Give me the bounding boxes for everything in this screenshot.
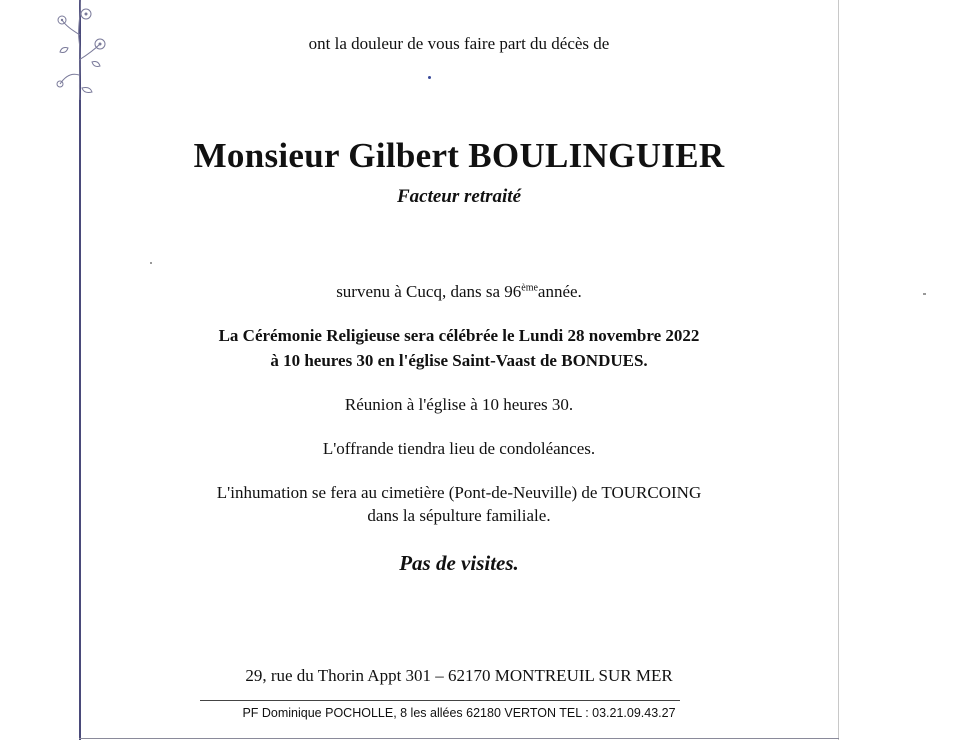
- deceased-profession: Facteur retraité: [396, 186, 522, 207]
- scan-speck: [923, 293, 926, 295]
- death-prefix: survenu à Cucq, dans sa 96: [336, 282, 522, 301]
- ceremony-line-1: La Cérémonie Religieuse sera célébrée le Lundi 28 novembre 2022: [218, 326, 700, 345]
- reunion-text: Réunion à l'église à 10 heures 30.: [344, 395, 574, 414]
- offering-text: L'offrande tiendra lieu de condoléances.: [322, 439, 596, 458]
- ordinal-suffix: ème: [521, 282, 538, 294]
- speck: [428, 76, 431, 79]
- scan-speck: [150, 262, 152, 264]
- no-visits-text: Pas de visites.: [399, 551, 519, 575]
- frame-bottom-border: [79, 738, 839, 739]
- deceased-name: Monsieur Gilbert BOULINGUIER: [193, 136, 725, 175]
- family-address: 29, rue du Thorin Appt 301 – 62170 MONTREUIL SUR MER: [245, 666, 673, 685]
- burial-line-1: L'inhumation se fera au cimetière (Pont-de-Neuville) de TOURCOING: [216, 483, 702, 502]
- funeral-home-info: PF Dominique POCHOLLE, 8 les allées 62180 VERTON TEL : 03.21.09.43.27: [242, 706, 676, 720]
- death-statement: [80, 282, 838, 302]
- divider: [200, 700, 680, 701]
- burial-line-2: dans la sépulture familiale.: [367, 506, 551, 525]
- frame-right-border: [838, 0, 839, 740]
- ceremony-line-2: à 10 heures 30 en l'église Saint-Vaast de BONDUES.: [270, 351, 648, 370]
- death-suffix: année.: [537, 282, 582, 301]
- intro-text: ont la douleur de vous faire part du décès de: [308, 34, 610, 53]
